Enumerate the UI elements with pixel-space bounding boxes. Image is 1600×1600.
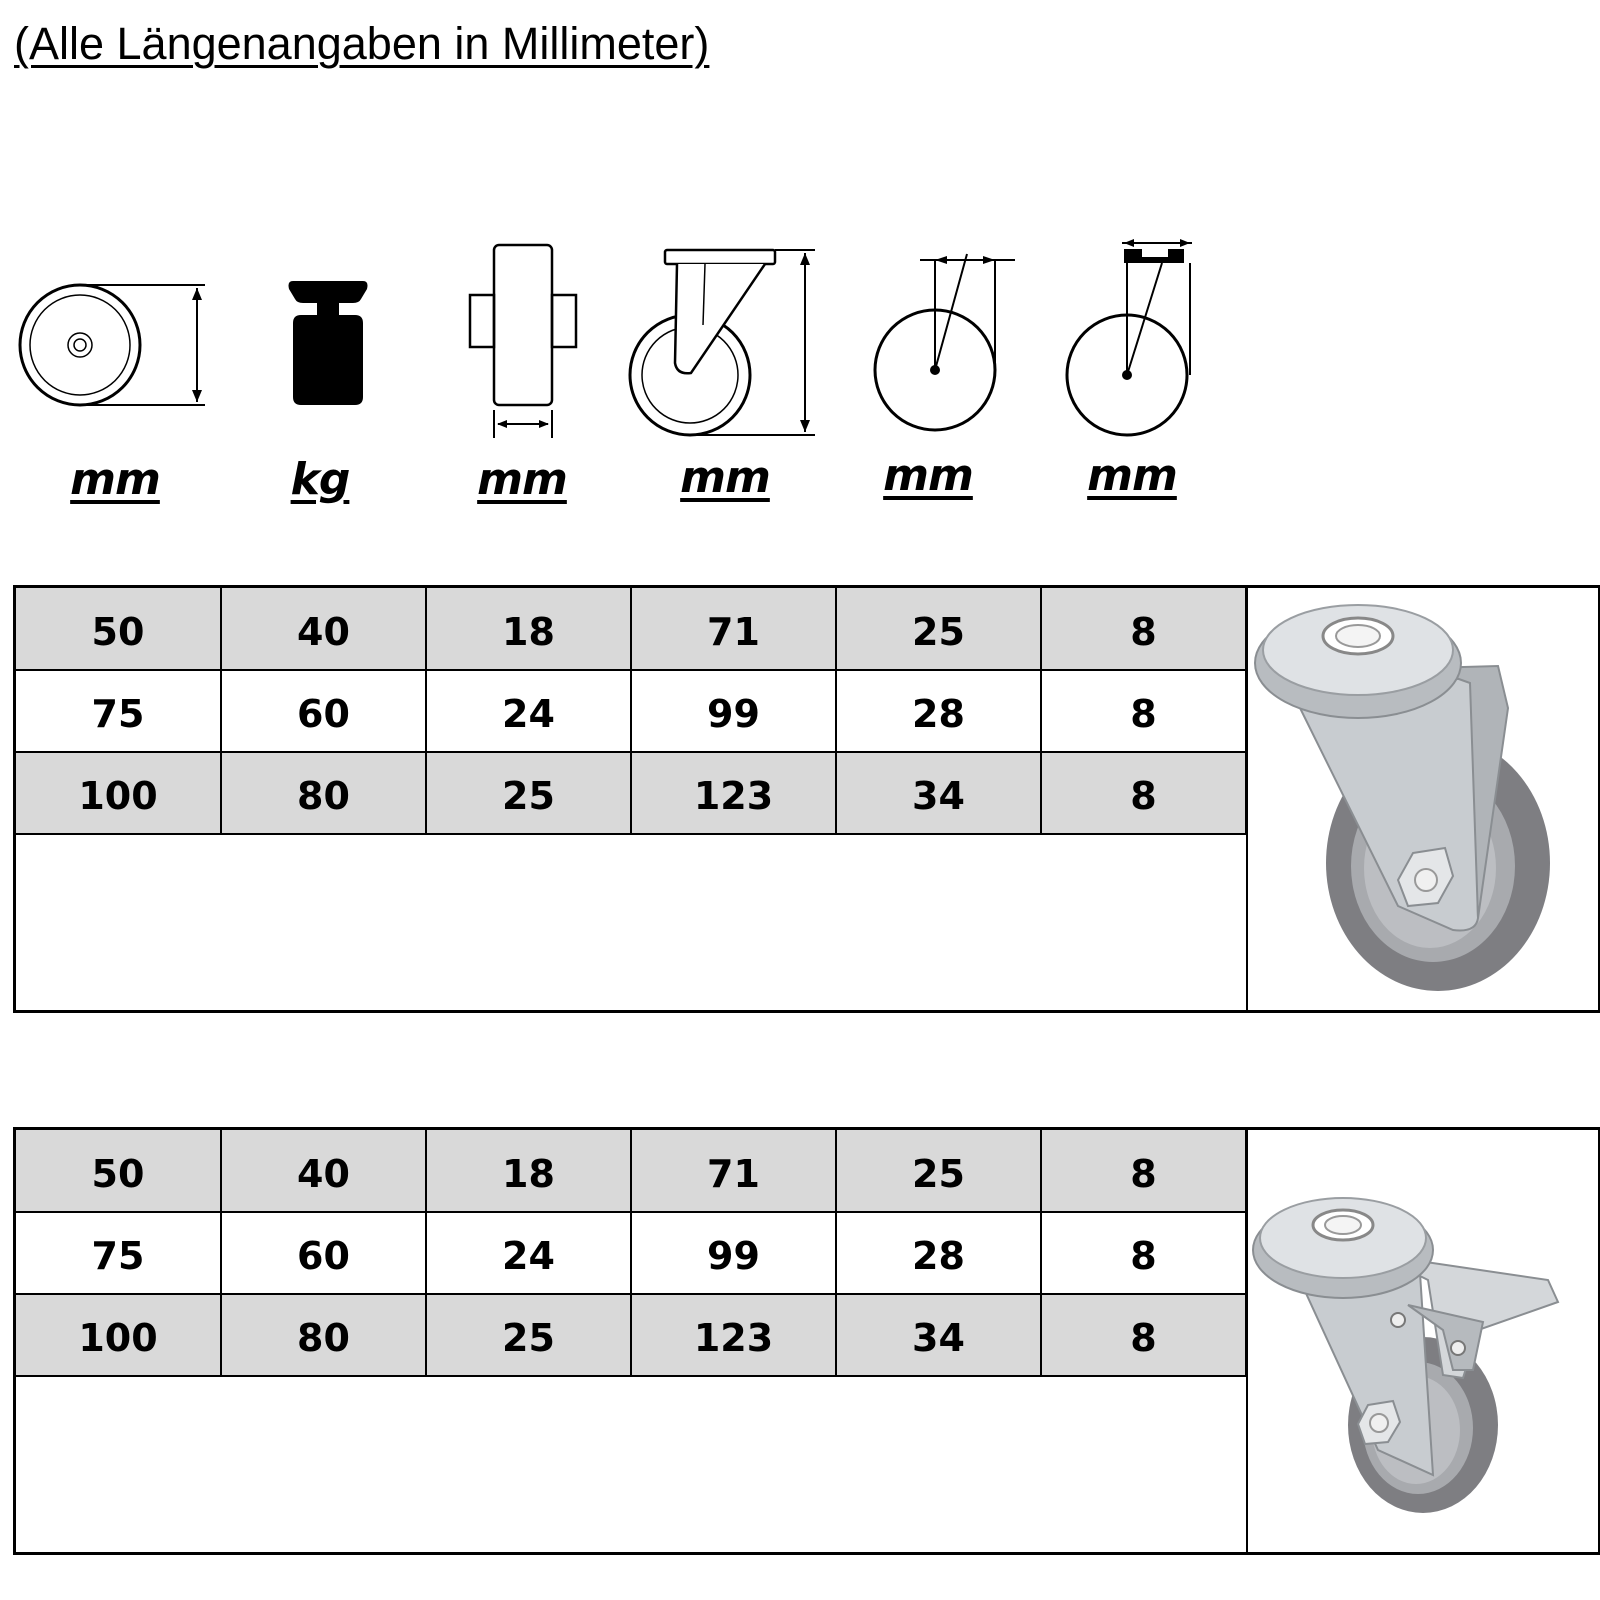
table-row: [16, 1294, 1246, 1376]
product-photo-cell: [1246, 588, 1598, 1010]
unit-label: mm: [883, 450, 973, 501]
unit-label: mm: [477, 454, 567, 505]
table-cell: 60: [221, 1212, 426, 1294]
table-cell: 18: [426, 588, 631, 670]
total-height-icon: [625, 245, 825, 440]
page-title: (Alle Längenangaben in Millimeter): [14, 18, 710, 69]
table-cell: 71: [631, 588, 836, 670]
table-cell: 25: [426, 752, 631, 834]
bolt-hole-icon: [1062, 235, 1212, 440]
table-cell: 8: [1041, 588, 1246, 670]
table-row: [16, 670, 1246, 752]
table-cell: 80: [221, 1294, 426, 1376]
wheel-diameter-icon: [15, 280, 215, 410]
table-cell: 99: [631, 670, 836, 752]
table-cell: 8: [1041, 1212, 1246, 1294]
table-cell: 25: [426, 1294, 631, 1376]
table-cell: 8: [1041, 1294, 1246, 1376]
table-cell: 34: [836, 752, 1041, 834]
table-cell: 123: [631, 1294, 836, 1376]
table-row: [16, 1130, 1246, 1212]
table-cell: 50: [16, 588, 221, 670]
table-cell: 100: [16, 752, 221, 834]
table-cell: 18: [426, 1130, 631, 1212]
table-cell: 28: [836, 670, 1041, 752]
table-cell: 24: [426, 1212, 631, 1294]
table-row: [16, 1212, 1246, 1294]
table-cell: 60: [221, 670, 426, 752]
table-cell: 40: [221, 1130, 426, 1212]
table-cell: 100: [16, 1294, 221, 1376]
unit-label: mm: [680, 452, 770, 503]
table-cell: 28: [836, 1212, 1041, 1294]
unit-label: mm: [1087, 450, 1177, 501]
spec-grid: [16, 588, 1247, 835]
swivel-castor-image: [1248, 588, 1598, 1010]
unit-label: kg: [290, 454, 350, 505]
load-weight-icon: [285, 275, 375, 410]
spec-grid: [16, 1130, 1247, 1377]
table-cell: 24: [426, 670, 631, 752]
table-cell: 123: [631, 752, 836, 834]
table-cell: 40: [221, 588, 426, 670]
dimension-icons-row: [0, 225, 1220, 525]
table-cell: 50: [16, 1130, 221, 1212]
table-row: [16, 752, 1246, 834]
wheel-width-icon: [462, 240, 582, 450]
table-cell: 25: [836, 1130, 1041, 1212]
table-cell: 34: [836, 1294, 1041, 1376]
swivel-castor-brake-image: [1248, 1130, 1598, 1552]
table-cell: 8: [1041, 1130, 1246, 1212]
table-cell: 75: [16, 1212, 221, 1294]
swivel-offset-icon: [870, 240, 1030, 440]
table-cell: 71: [631, 1130, 836, 1212]
table-cell: 75: [16, 670, 221, 752]
spec-table-swivel: [13, 585, 1600, 1013]
table-row: [16, 588, 1246, 670]
table-cell: 8: [1041, 752, 1246, 834]
unit-label: mm: [70, 454, 160, 505]
product-photo-cell: [1246, 1130, 1598, 1552]
spec-table-swivel-brake: [13, 1127, 1600, 1555]
table-cell: 25: [836, 588, 1041, 670]
table-cell: 80: [221, 752, 426, 834]
table-cell: 99: [631, 1212, 836, 1294]
table-cell: 8: [1041, 670, 1246, 752]
